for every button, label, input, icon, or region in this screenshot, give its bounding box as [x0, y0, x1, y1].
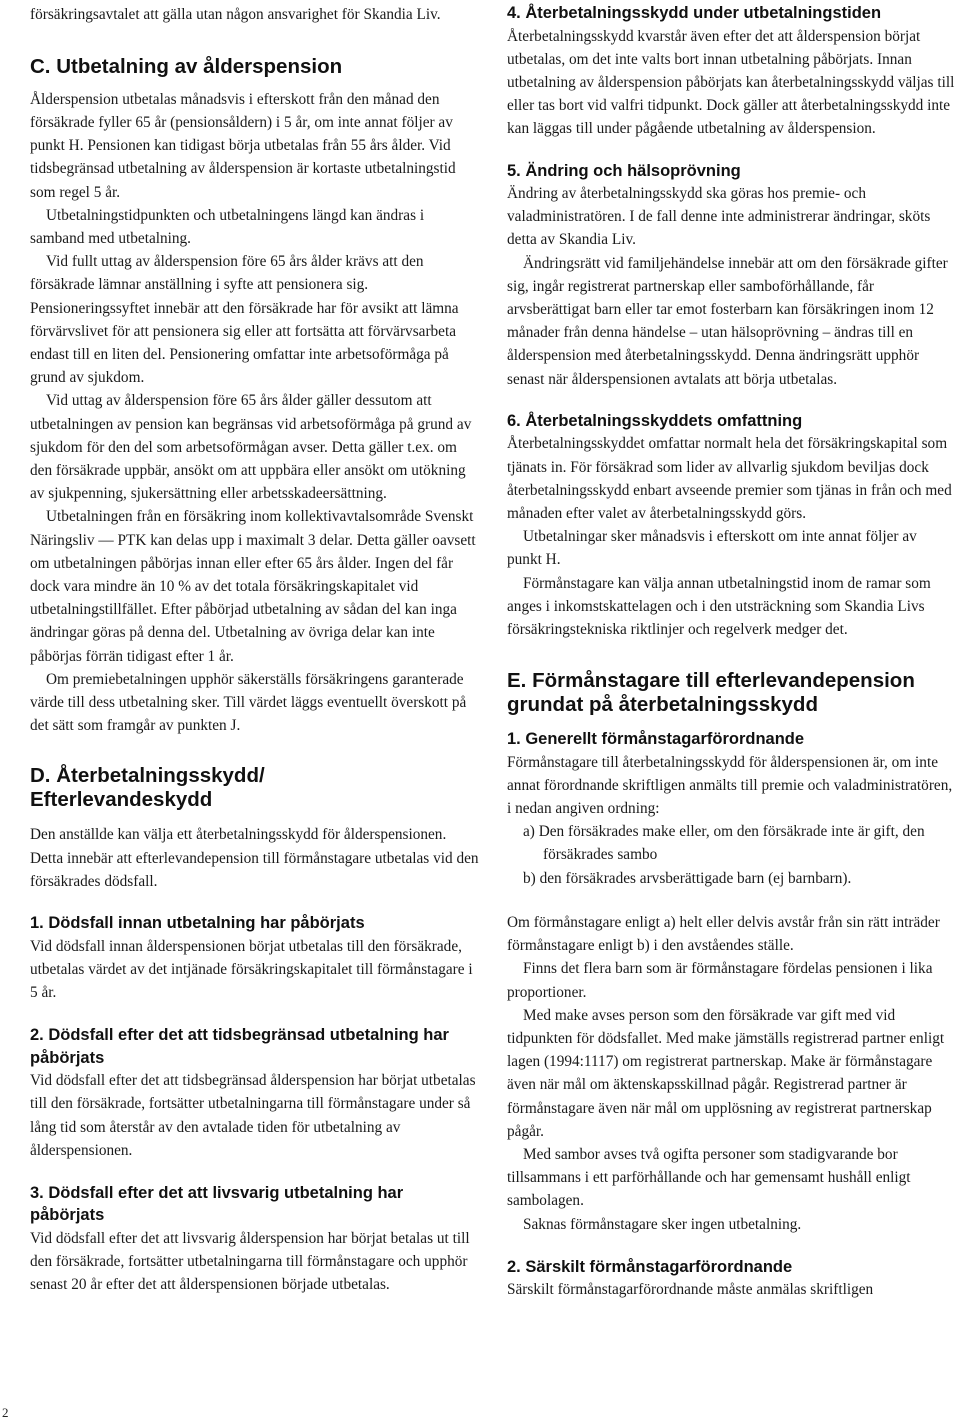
section-e1-p2: Om förmånstagare enligt a) helt eller delvis avstår från sin rätt inträder förmånstagare enligt b) i den avståendes ställe. [507, 913, 940, 955]
list-item-b: b) den försäkrades arvsberättigade barn (ej barnbarn). [523, 869, 852, 887]
section-d6-p1: Återbetalningsskyddet omfattar normalt hela det försäkringskapital som tjänats in. För försäkrad som lider av allvarlig sjukdom beviljas dock återbetalningsskydd enbart avseende premier som tjänas in från och med månaden efter valet av återbetalningsskydd görs. [507, 435, 952, 522]
section-d-p1: Den anställde kan välja ett återbetalningsskydd för ålderspensionen. Detta innebär att efterlevandepension till förmånstagare utbetalas vid den försäkrades dödsfall. [30, 826, 479, 890]
section-d5-p1: Ändring av återbetalningsskydd ska göras hos premie- och valadministratören. I de fall denne inte administrerar ändringar, sköts detta av Skandia Liv. [507, 185, 931, 249]
section-e1-p3: Finns det flera barn som är förmånstagare fördelas pensionen i lika proportioner. [507, 960, 933, 1001]
section-d6-p3: Förmånstagare kan välja annan utbetalningstid inom de ramar som anges i inkomstskattelagen och i den utsträckning som Skandia Livs försäkringstekniska riktlinjer och regelverk medger det. [507, 574, 931, 638]
section-d4-title: 4. Återbetalningsskydd under utbetalningstiden [507, 4, 882, 22]
section-c-p1: Ålderspension utbetalas månadsvis i efterskott från den månad den försäkrade fyller 65 år (pensionsåldern) i 5 år, om inte annat följer av punkt H. Pensionen kan tidigast börja utbetalas från 55 års ålder. Vid tidsbegränsad utbetalning av ålderspension är kortaste utbetalningstid som regel 5 år. [30, 90, 456, 201]
section-e1-p6: Saknas förmånstagare sker ingen utbetalning. [523, 1215, 802, 1233]
section-e-title-line2: grundat på återbetalningsskydd [507, 692, 818, 716]
section-d2-text: Vid dödsfall efter det att tidsbegränsad ålderspension har börjat utbetalas till den försäkrade, fortsätter utbetalningarna till förmånstagare under så lång tid som återstår av den avtalade tiden för utbetalning av ålderspensionen. [30, 1072, 476, 1159]
section-e1-p4: Med make avses person som den försäkrade var gift med vid tidpunkten för dödsfallet. Med make jämställs registrerad partner enligt lagen (1994:1117) om registrerat partnerskap. Make är förmånstagare även när mål om äktenskapsskillnad pågår. Registrerad partner är förmånstagare även när mål om upplösning av registrerat partnerskap pågår. [507, 1006, 945, 1140]
list-item-a: a) Den försäkrades make eller, om den försäkrade inte är gift, den försäkrades sambo [523, 823, 925, 864]
section-d6-p2: Utbetalningar sker månadsvis i efterskott om inte annat följer av punkt H. [507, 528, 917, 569]
section-d2-title: 2. Dödsfall efter det att tidsbegränsad utbetalning har påbörjats [30, 1026, 449, 1067]
section-d-title [30, 764, 480, 811]
page-number: 2 [2, 1405, 9, 1420]
section-c-p2: Utbetalningstidpunkten och utbetalningens längd kan ändras i samband med utbetalning. [30, 206, 425, 247]
section-e1-p1: Förmånstagare till återbetalningsskydd för ålderspensionen är, om inte annat förordnande skriftligen anmälts till premie och valadministratören, i nedan angiven ordning: [507, 753, 953, 818]
section-d3-text: Vid dödsfall efter det att livsvarig ålderspension har börjat betalas ut till den försäkrade, fortsätter utbetalningarna till förmånstagare och upphör senast 20 år efter det att ålderspensionen började utbetalas. [30, 1229, 470, 1294]
section-c-p3: Vid fullt uttag av ålderspension före 65 års ålder krävs att den försäkrade lämnar anställning i syfte att pensionera sig. Pensioneringssyftet innebär att den försäkrade har för avsikt att lämna förvärvslivet för att pensionera sig eller att fortsätta att förvärvsarbeta endast till en liten del. Pensionering omfattar inte arbetsoförmåga på grund av sjukdom. [30, 253, 459, 387]
section-d5-title: 5. Ändring och hälsoprövning [507, 161, 741, 180]
section-d4-text: Återbetalningsskydd kvarstår även efter det att ålderspension börjat utbetalas, om det inte valts bort innan utbetalning påbörjats. Innan utbetalning av ålderspension påbörjats kan återbetalningsskydd väljas till eller tas bort vid valfri tidpunkt. Dock gäller att återbetalningsskydd inte kan läggas till under pågående utbetalning av ålderspension. [507, 27, 955, 138]
section-d1-text: Vid dödsfall innan ålderspensionen börjat utbetalas till den försäkrade, utbetalas värdet av det intjänade försäkringskapitalet till förmånstagare i 5 år. [30, 937, 473, 1001]
right-column [507, 0, 955, 1301]
section-e2-title: 2. Särskilt förmånstagarförordnande [507, 1257, 793, 1276]
section-e1-p5: Med sambor avses två ogifta personer som stadigvarande bor tillsammans i ett parförhållande och har gemensamt hushåll enligt sambolagen. [507, 1145, 911, 1210]
section-d3-title: 3. Dödsfall efter det att livsvarig utbetalning har påbörjats [30, 1183, 404, 1225]
section-c-p5: Utbetalningen från en försäkring inom kollektivavtalsområde Svenskt Näringsliv — PTK kan delas upp i maximalt 3 delar. Detta gäller oavsett om utbetalningen påbörjas innan eller efter 65 års ålder. Ingen del får dock vara mindre än 10 % av det totala försäkringskapitalet vid utbetalningstillfället. Efter påbörjad utbetalning av sådan del kan inga ändringar göras på denna del. Utbetalning av övriga delar kan inte påbörjas förrän tidigast efter 1 år. [30, 508, 476, 665]
section-e-title-line1: E. Förmånstagare till efterlevandepension [507, 669, 915, 693]
section-c-p4: Vid uttag av ålderspension före 65 års ålder gäller dessutom att utbetalningen av pension kan begränsas vid arbetsoförmåga på grund av sjukdom för den del som arbetsoförmågan avser. Detta gäller t.ex. om den försäkrade uppbär, ansökt om att uppbära eller ansökt om utökning av sjukpenning, sjukersättning eller arbetsskadeersättning. [30, 392, 472, 503]
section-d6-title: 6. Återbetalningsskyddets omfattning [507, 411, 803, 430]
left-column [30, 0, 480, 1297]
section-d5-p2: Ändringsrätt vid familjehändelse innebär att om den försäkrade gifter sig, ingår registrerat partnerskap eller samboförhållande, får arvsberättigat barn eller tar emot fosterbarn kan försäkringen inom 12 månader från denna händelse – utan hälsoprövning – ändras till en ålderspension med återbetalningsskydd. Denna ändringsrätt upphör senast när ålderspensionen avtalats att börja utbetalas. [507, 254, 948, 388]
section-c-p6: Om premiebetalningen upphör säkerställs försäkringens garanterade värde till dess utbetalning sker. Till värdet läggs eventuellt överskott på det sätt som framgår av punkten J. [30, 670, 467, 735]
section-e2-text: Särskilt förmånstagarförordnande måste anmälas skriftligen [507, 1281, 874, 1299]
section-d-title-line2: Efterlevandeskydd [30, 787, 213, 811]
section-e-title [507, 669, 955, 716]
section-c-title: C. Utbetalning av ålderspension [30, 55, 343, 79]
section-e1-title: 1. Generellt förmånstagarförordnande [507, 730, 805, 749]
intro-text: försäkringsavtalet att gälla utan någon ansvarighet för Skandia Liv. [30, 6, 441, 23]
section-d-title-line1: D. Återbetalningsskydd/ [30, 764, 265, 788]
section-d1-title: 1. Dödsfall innan utbetalning har påbörjats [30, 914, 365, 932]
